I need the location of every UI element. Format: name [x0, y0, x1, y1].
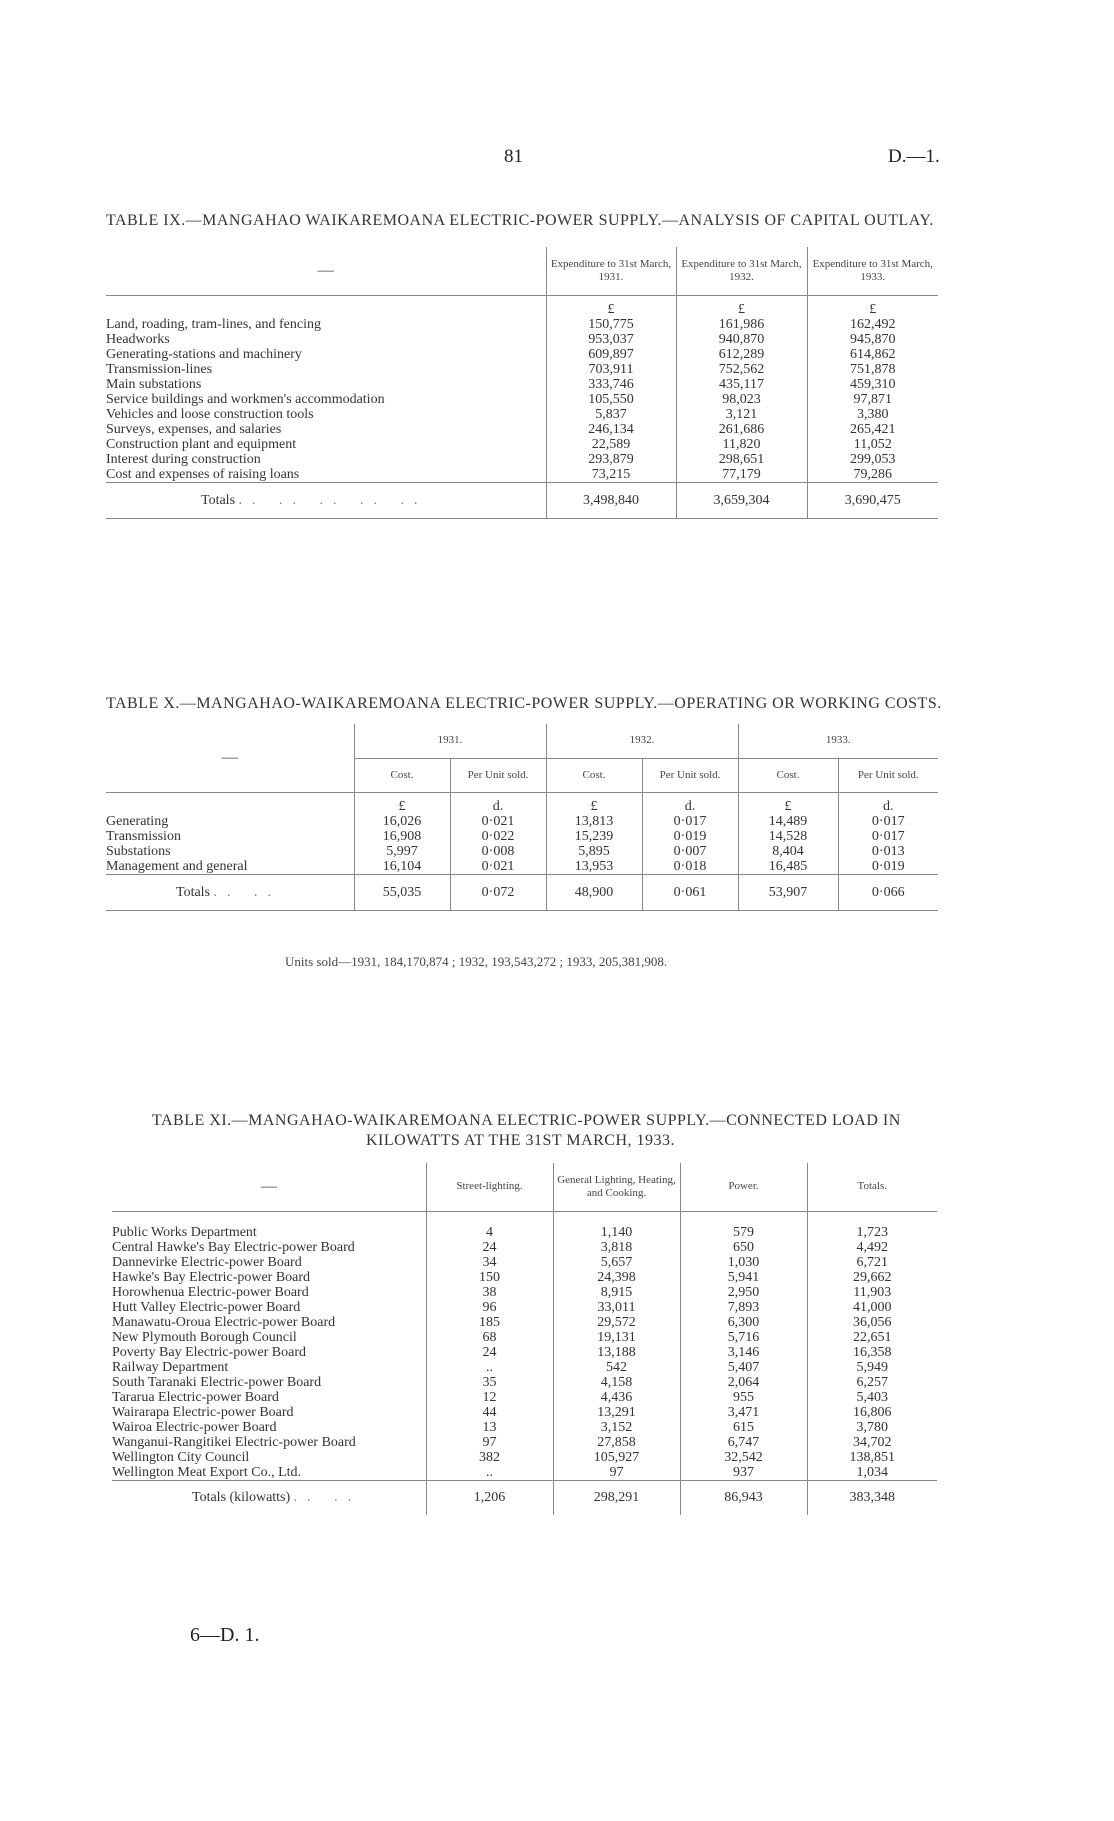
- row-label: Cost and expenses of raising loans: [106, 467, 300, 482]
- document-reference: D.—1.: [888, 146, 940, 167]
- table-cell: 22,651: [807, 1330, 937, 1345]
- unit-label: d.: [838, 792, 938, 814]
- table-cell: 1,723: [807, 1225, 937, 1240]
- table-cell: 22,589: [546, 437, 676, 452]
- table-xi: [112, 1163, 937, 1515]
- table-cell: 265,421: [807, 422, 938, 437]
- table-cell: 105,927: [553, 1450, 680, 1465]
- table-cell: 3,121: [676, 407, 807, 422]
- table-cell: 41,000: [807, 1300, 937, 1315]
- row-label: Tararua Electric-power Board: [112, 1390, 279, 1405]
- table-cell: 13,953: [546, 859, 642, 875]
- row-label: Wairarapa Electric-power Board: [112, 1405, 294, 1420]
- table-cell: 34,702: [807, 1435, 937, 1450]
- row-label: Service buildings and workmen's accommodation: [106, 392, 385, 407]
- table-cell: 937: [680, 1465, 807, 1481]
- table-row: [112, 1450, 937, 1465]
- table-row: [106, 844, 938, 859]
- table-cell: 703,911: [546, 362, 676, 377]
- total-cell: 86,943: [680, 1481, 807, 1515]
- table-xi-title-line2: KILOWATTS AT THE 31ST MARCH, 1933.: [366, 1132, 676, 1149]
- row-label: Railway Department: [112, 1360, 229, 1375]
- table-cell: 0·017: [838, 829, 938, 844]
- unit-label: £: [354, 792, 450, 814]
- table-cell: 1,034: [807, 1465, 937, 1481]
- column-header: General Lighting, Heating, and Cooking.: [553, 1163, 680, 1211]
- table-cell: 36,056: [807, 1315, 937, 1330]
- table-cell: 150,775: [546, 317, 676, 332]
- table-cell: 435,117: [676, 377, 807, 392]
- table-cell: 138,851: [807, 1450, 937, 1465]
- table-row: [106, 392, 938, 407]
- row-label: Substations: [106, 844, 171, 859]
- table-cell: 8,404: [738, 844, 838, 859]
- row-label: Central Hawke's Bay Electric-power Board: [112, 1240, 355, 1255]
- row-label: Horowhenua Electric-power Board: [112, 1285, 309, 1300]
- table-cell: 0·019: [642, 829, 738, 844]
- table-cell: 0·022: [450, 829, 546, 844]
- total-cell: 0·066: [838, 875, 938, 911]
- table-cell: 0·013: [838, 844, 938, 859]
- row-label: Hawke's Bay Electric-power Board: [112, 1270, 311, 1285]
- table-cell: 751,878: [807, 362, 938, 377]
- table-cell: 12: [426, 1390, 553, 1405]
- table-cell: 4,436: [553, 1390, 680, 1405]
- page-footer: 6—D. 1.: [190, 1624, 260, 1646]
- table-cell: 0·021: [450, 859, 546, 875]
- table-cell: 5,407: [680, 1360, 807, 1375]
- table-row: [112, 1435, 937, 1450]
- table-cell: 0·019: [838, 859, 938, 875]
- table-cell: 11,052: [807, 437, 938, 452]
- table-cell: 16,806: [807, 1405, 937, 1420]
- unit-label: £: [807, 295, 938, 317]
- table-cell: 13: [426, 1420, 553, 1435]
- table-cell: 298,651: [676, 452, 807, 467]
- table-cell: 24: [426, 1345, 553, 1360]
- unit-label: d.: [450, 792, 546, 814]
- row-label: Transmission: [106, 829, 181, 844]
- table-cell: 246,134: [546, 422, 676, 437]
- row-label: Wairoa Electric-power Board: [112, 1420, 277, 1435]
- table-cell: 382: [426, 1450, 553, 1465]
- row-label: Headworks: [106, 332, 170, 347]
- table-cell: 16,026: [354, 814, 450, 829]
- table-cell: 29,572: [553, 1315, 680, 1330]
- table-cell: 162,492: [807, 317, 938, 332]
- column-header: Cost.: [738, 758, 838, 792]
- table-cell: 24: [426, 1240, 553, 1255]
- row-label: Wanganui-Rangitikei Electric-power Board: [112, 1435, 356, 1450]
- table-cell: 3,818: [553, 1240, 680, 1255]
- table-cell: 650: [680, 1240, 807, 1255]
- table-cell: 73,215: [546, 467, 676, 483]
- table-cell: 33,011: [553, 1300, 680, 1315]
- row-label: Interest during construction: [106, 452, 261, 467]
- column-header: Expenditure to 31st March, 1931.: [546, 247, 676, 295]
- column-header: Power.: [680, 1163, 807, 1211]
- column-header: Per Unit sold.: [642, 758, 738, 792]
- column-header: Cost.: [546, 758, 642, 792]
- table-cell: 97,871: [807, 392, 938, 407]
- table-cell: 150: [426, 1270, 553, 1285]
- table-cell: 0·007: [642, 844, 738, 859]
- table-cell: 459,310: [807, 377, 938, 392]
- page-number: 81: [504, 146, 523, 167]
- table-cell: 4: [426, 1225, 553, 1240]
- table-row: [106, 437, 938, 452]
- table-cell: 13,813: [546, 814, 642, 829]
- table-x-title: TABLE X.—MANGAHAO-WAIKAREMOANA ELECTRIC-POWER SUPPLY.—OPERATING OR WORKING COSTS.: [106, 695, 942, 712]
- table-row: [106, 332, 938, 347]
- table-cell: 14,528: [738, 829, 838, 844]
- table-cell: 79,286: [807, 467, 938, 483]
- table-ix-title: TABLE IX.—MANGAHAO WAIKAREMOANA ELECTRIC-POWER SUPPLY.—ANALYSIS OF CAPITAL OUTLAY.: [106, 212, 934, 229]
- table-cell: 14,489: [738, 814, 838, 829]
- table-cell: 955: [680, 1390, 807, 1405]
- table-cell: 0·017: [838, 814, 938, 829]
- table-cell: 105,550: [546, 392, 676, 407]
- table-cell: 0·021: [450, 814, 546, 829]
- table-cell: 4,492: [807, 1240, 937, 1255]
- totals-label: Totals (kilowatts) .. ..: [192, 1490, 362, 1506]
- table-cell: 579: [680, 1225, 807, 1240]
- table-cell: 96: [426, 1300, 553, 1315]
- row-label: Wellington City Council: [112, 1450, 250, 1465]
- row-label: Generating-stations and machinery: [106, 347, 302, 362]
- table-cell: 185: [426, 1315, 553, 1330]
- table-xi-title-line1: TABLE XI.—MANGAHAO-WAIKAREMOANA ELECTRIC-POWER SUPPLY.—CONNECTED LOAD IN: [152, 1112, 901, 1129]
- table-cell: 68: [426, 1330, 553, 1345]
- table-ix-stub: —: [317, 262, 334, 280]
- table-row: [106, 317, 938, 332]
- row-label: Management and general: [106, 859, 248, 874]
- total-cell: 298,291: [553, 1481, 680, 1515]
- table-row: [106, 407, 938, 422]
- unit-label: £: [738, 792, 838, 814]
- row-label: New Plymouth Borough Council: [112, 1330, 297, 1345]
- row-label: Dannevirke Electric-power Board: [112, 1255, 302, 1270]
- table-cell: 293,879: [546, 452, 676, 467]
- unit-label: d.: [642, 792, 738, 814]
- row-label: Manawatu-Oroua Electric-power Board: [112, 1315, 336, 1330]
- table-cell: 1,030: [680, 1255, 807, 1270]
- row-label: Hutt Valley Electric-power Board: [112, 1300, 301, 1315]
- table-cell: 333,746: [546, 377, 676, 392]
- column-header: Per Unit sold.: [838, 758, 938, 792]
- table-row: [112, 1270, 937, 1285]
- table-row: [112, 1405, 937, 1420]
- table-cell: 35: [426, 1375, 553, 1390]
- table-row: [112, 1345, 937, 1360]
- table-x: [106, 724, 938, 911]
- table-cell: 5,949: [807, 1360, 937, 1375]
- table-row: [112, 1300, 937, 1315]
- table-cell: 5,895: [546, 844, 642, 859]
- column-header: Per Unit sold.: [450, 758, 546, 792]
- table-cell: 16,104: [354, 859, 450, 875]
- table-cell: 3,780: [807, 1420, 937, 1435]
- table-cell: 2,064: [680, 1375, 807, 1390]
- table-row: [106, 422, 938, 437]
- table-cell: 77,179: [676, 467, 807, 483]
- total-cell: 55,035: [354, 875, 450, 911]
- table-cell: 19,131: [553, 1330, 680, 1345]
- totals-label: Totals .. .. .. .. ..: [201, 493, 428, 508]
- table-row: [112, 1285, 937, 1300]
- table-row: [112, 1375, 937, 1390]
- column-header: Expenditure to 31st March, 1933.: [807, 247, 938, 295]
- table-row: [112, 1465, 937, 1481]
- table-row: [112, 1360, 937, 1375]
- table-cell: 44: [426, 1405, 553, 1420]
- table-row: [112, 1255, 937, 1270]
- table-row: [106, 859, 938, 875]
- table-cell: 161,986: [676, 317, 807, 332]
- table-cell: 6,747: [680, 1435, 807, 1450]
- table-cell: 3,146: [680, 1345, 807, 1360]
- total-cell: 3,498,840: [546, 483, 676, 519]
- table-row: [112, 1240, 937, 1255]
- table-cell: 1,140: [553, 1225, 680, 1240]
- column-header: Totals.: [807, 1163, 937, 1211]
- table-cell: 11,903: [807, 1285, 937, 1300]
- table-cell: 97: [426, 1435, 553, 1450]
- table-cell: 940,870: [676, 332, 807, 347]
- year-header: 1931.: [354, 724, 546, 758]
- table-cell: 16,485: [738, 859, 838, 875]
- table-row: [106, 452, 938, 467]
- table-cell: ..: [426, 1465, 553, 1481]
- unit-label: £: [676, 295, 807, 317]
- table-row: [112, 1315, 937, 1330]
- table-row: [106, 814, 938, 829]
- table-cell: 0·008: [450, 844, 546, 859]
- table-row: [106, 362, 938, 377]
- table-cell: 614,862: [807, 347, 938, 362]
- table-cell: 609,897: [546, 347, 676, 362]
- column-header: Cost.: [354, 758, 450, 792]
- row-label: Vehicles and loose construction tools: [106, 407, 314, 422]
- table-cell: 0·017: [642, 814, 738, 829]
- table-cell: 0·018: [642, 859, 738, 875]
- table-cell: 16,908: [354, 829, 450, 844]
- table-cell: 752,562: [676, 362, 807, 377]
- table-cell: 34: [426, 1255, 553, 1270]
- table-cell: ..: [426, 1360, 553, 1375]
- table-cell: 24,398: [553, 1270, 680, 1285]
- table-row: [112, 1330, 937, 1345]
- total-cell: 3,690,475: [807, 483, 938, 519]
- table-row: [106, 829, 938, 844]
- table-cell: 11,820: [676, 437, 807, 452]
- table-cell: 8,915: [553, 1285, 680, 1300]
- table-cell: 13,291: [553, 1405, 680, 1420]
- table-cell: 261,686: [676, 422, 807, 437]
- table-x-stub: —: [106, 724, 354, 792]
- total-cell: 383,348: [807, 1481, 937, 1515]
- row-label: Generating: [106, 814, 169, 829]
- table-cell: 6,300: [680, 1315, 807, 1330]
- table-row: [112, 1420, 937, 1435]
- row-label: Poverty Bay Electric-power Board: [112, 1345, 306, 1360]
- table-cell: 38: [426, 1285, 553, 1300]
- table-cell: 5,997: [354, 844, 450, 859]
- table-cell: 5,941: [680, 1270, 807, 1285]
- table-row: [112, 1390, 937, 1405]
- table-cell: 5,657: [553, 1255, 680, 1270]
- row-label: South Taranaki Electric-power Board: [112, 1375, 322, 1390]
- table-cell: 3,152: [553, 1420, 680, 1435]
- table-cell: 5,837: [546, 407, 676, 422]
- table-row: [106, 377, 938, 392]
- table-cell: 3,380: [807, 407, 938, 422]
- table-cell: 5,403: [807, 1390, 937, 1405]
- table-cell: 15,239: [546, 829, 642, 844]
- table-ix: [106, 247, 938, 519]
- table-row: [106, 467, 938, 483]
- table-cell: 615: [680, 1420, 807, 1435]
- table-cell: 32,542: [680, 1450, 807, 1465]
- unit-label: £: [546, 792, 642, 814]
- table-cell: 13,188: [553, 1345, 680, 1360]
- row-label: Land, roading, tram-lines, and fencing: [106, 317, 321, 332]
- row-label: Transmission-lines: [106, 362, 213, 377]
- table-cell: 2,950: [680, 1285, 807, 1300]
- totals-label: Totals .. ..: [176, 885, 282, 900]
- table-cell: 5,716: [680, 1330, 807, 1345]
- row-label: Construction plant and equipment: [106, 437, 297, 452]
- column-header: Street-lighting.: [426, 1163, 553, 1211]
- table-cell: 945,870: [807, 332, 938, 347]
- row-label: Public Works Department: [112, 1225, 257, 1240]
- table-cell: 542: [553, 1360, 680, 1375]
- row-label: Main substations: [106, 377, 202, 392]
- table-cell: 98,023: [676, 392, 807, 407]
- year-header: 1933.: [738, 724, 938, 758]
- table-row: [106, 347, 938, 362]
- table-cell: 953,037: [546, 332, 676, 347]
- row-label: Surveys, expenses, and salaries: [106, 422, 282, 437]
- table-cell: 299,053: [807, 452, 938, 467]
- total-cell: 0·061: [642, 875, 738, 911]
- units-sold-note: Units sold—1931, 184,170,874 ; 1932, 193,543,272 ; 1933, 205,381,908.: [285, 954, 668, 969]
- total-cell: 1,206: [426, 1481, 553, 1515]
- total-cell: 48,900: [546, 875, 642, 911]
- table-cell: 7,893: [680, 1300, 807, 1315]
- unit-label: £: [546, 295, 676, 317]
- year-header: 1932.: [546, 724, 738, 758]
- row-label: Wellington Meat Export Co., Ltd.: [112, 1465, 302, 1480]
- table-cell: 6,721: [807, 1255, 937, 1270]
- column-header: Expenditure to 31st March, 1932.: [676, 247, 807, 295]
- table-cell: 4,158: [553, 1375, 680, 1390]
- table-cell: 27,858: [553, 1435, 680, 1450]
- table-cell: 97: [553, 1465, 680, 1481]
- total-cell: 3,659,304: [676, 483, 807, 519]
- table-cell: 16,358: [807, 1345, 937, 1360]
- table-row: [112, 1225, 937, 1240]
- table-cell: 6,257: [807, 1375, 937, 1390]
- total-cell: 53,907: [738, 875, 838, 911]
- table-cell: 612,289: [676, 347, 807, 362]
- total-cell: 0·072: [450, 875, 546, 911]
- table-cell: 29,662: [807, 1270, 937, 1285]
- table-xi-stub: —: [260, 1178, 277, 1196]
- table-cell: 3,471: [680, 1405, 807, 1420]
